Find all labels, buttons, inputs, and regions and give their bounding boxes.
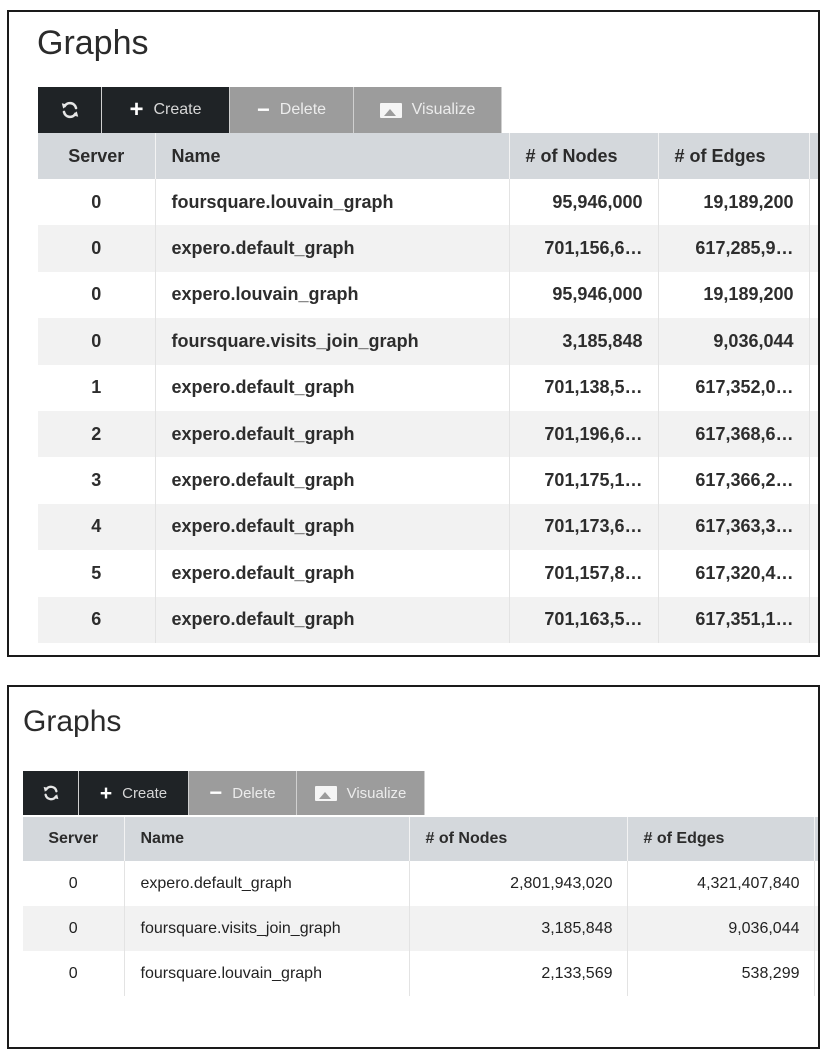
cell-edges: 9,036,044: [627, 906, 814, 951]
column-header-edges[interactable]: # of Edges: [627, 817, 814, 861]
column-header-extra: [814, 817, 820, 861]
cell-server: 6: [38, 597, 155, 643]
cell-edges: 617,368,6…: [658, 411, 809, 457]
cell-extra: [814, 861, 820, 906]
column-header-name[interactable]: Name: [124, 817, 409, 861]
cell-server: 0: [38, 272, 155, 318]
column-header-server[interactable]: Server: [38, 133, 155, 179]
graph-toolbar: [38, 87, 502, 133]
column-header-nodes[interactable]: # of Nodes: [509, 133, 658, 179]
graph-toolbar: [23, 771, 425, 815]
cell-server: 0: [38, 318, 155, 364]
table-row[interactable]: [38, 411, 820, 457]
visualize-label: Visualize: [411, 101, 476, 118]
cell-nodes: 701,173,6…: [509, 504, 658, 550]
cell-nodes: 701,163,5…: [509, 597, 658, 643]
cell-name: expero.default_graph: [155, 504, 509, 550]
cell-nodes: 95,946,000: [509, 272, 658, 318]
cell-edges: 538,299: [627, 951, 814, 996]
cell-name: expero.default_graph: [155, 597, 509, 643]
cell-name: expero.default_graph: [155, 365, 509, 411]
delete-button[interactable]: [230, 87, 354, 133]
cell-edges: 19,189,200: [658, 179, 809, 225]
cell-extra: [809, 411, 820, 457]
visualize-button[interactable]: [354, 87, 502, 133]
graphs-table: [23, 817, 820, 996]
cell-extra: [809, 318, 820, 364]
cell-edges: 617,285,9…: [658, 225, 809, 271]
delete-button[interactable]: [189, 771, 297, 815]
table-row[interactable]: [38, 550, 820, 596]
cell-edges: 9,036,044: [658, 318, 809, 364]
cell-edges: 19,189,200: [658, 272, 809, 318]
cell-nodes: 2,801,943,020: [409, 861, 627, 906]
visualize-button[interactable]: [297, 771, 425, 815]
cell-name: expero.louvain_graph: [155, 272, 509, 318]
cell-server: 1: [38, 365, 155, 411]
table-header-row: [23, 817, 820, 861]
table-row[interactable]: [38, 504, 820, 550]
cell-extra: [809, 365, 820, 411]
table-row[interactable]: [23, 906, 820, 951]
image-icon: [380, 103, 402, 118]
cell-extra: [809, 550, 820, 596]
refresh-button[interactable]: [23, 771, 79, 815]
cell-edges: 617,351,1…: [658, 597, 809, 643]
cell-extra: [814, 906, 820, 951]
cell-nodes: 701,196,6…: [509, 411, 658, 457]
minus-icon: −: [209, 780, 223, 805]
table-row[interactable]: [38, 597, 820, 643]
plus-icon: +: [129, 96, 144, 123]
table-row[interactable]: [38, 272, 820, 318]
page-title: Graphs: [37, 24, 149, 62]
create-label: Create: [153, 101, 202, 118]
cell-nodes: 701,175,1…: [509, 457, 658, 503]
table-row[interactable]: [38, 179, 820, 225]
cell-extra: [809, 179, 820, 225]
cell-nodes: 701,156,6…: [509, 225, 658, 271]
table-row[interactable]: [23, 861, 820, 906]
cell-edges: 617,352,0…: [658, 365, 809, 411]
column-header-nodes[interactable]: # of Nodes: [409, 817, 627, 861]
column-header-edges[interactable]: # of Edges: [658, 133, 809, 179]
refresh-button[interactable]: [38, 87, 102, 133]
cell-nodes: 701,138,5…: [509, 365, 658, 411]
cell-server: 0: [23, 906, 124, 951]
image-icon: [315, 786, 337, 801]
cell-name: foursquare.louvain_graph: [124, 951, 409, 996]
cell-edges: 617,363,3…: [658, 504, 809, 550]
refresh-icon: [60, 100, 80, 120]
column-header-extra: [809, 133, 820, 179]
cell-name: expero.default_graph: [155, 225, 509, 271]
cell-nodes: 2,133,569: [409, 951, 627, 996]
cell-server: 0: [38, 225, 155, 271]
cell-name: expero.default_graph: [155, 457, 509, 503]
cell-edges: 617,366,2…: [658, 457, 809, 503]
cell-extra: [809, 504, 820, 550]
cell-extra: [809, 457, 820, 503]
plus-icon: +: [99, 781, 113, 805]
table-row[interactable]: [23, 951, 820, 996]
column-header-server[interactable]: Server: [23, 817, 124, 861]
minus-icon: −: [256, 97, 270, 122]
delete-label: Delete: [232, 784, 276, 802]
cell-name: foursquare.visits_join_graph: [124, 906, 409, 951]
cell-extra: [809, 272, 820, 318]
cell-nodes: 701,157,8…: [509, 550, 658, 596]
visualize-label: Visualize: [346, 784, 407, 802]
delete-label: Delete: [279, 101, 327, 118]
table-header-row: [38, 133, 820, 179]
cell-server: 0: [23, 861, 124, 906]
graphs-table: [38, 133, 820, 643]
cell-name: expero.default_graph: [155, 550, 509, 596]
table-row[interactable]: [38, 225, 820, 271]
graphs-panel-top: [7, 10, 820, 657]
graphs-panel-bottom: [7, 685, 820, 1049]
table-row[interactable]: [38, 318, 820, 364]
cell-server: 2: [38, 411, 155, 457]
cell-server: 0: [38, 179, 155, 225]
cell-server: 3: [38, 457, 155, 503]
cell-nodes: 95,946,000: [509, 179, 658, 225]
table-row[interactable]: [38, 365, 820, 411]
cell-name: foursquare.visits_join_graph: [155, 318, 509, 364]
cell-nodes: 3,185,848: [509, 318, 658, 364]
cell-server: 5: [38, 550, 155, 596]
refresh-icon: [42, 784, 60, 802]
cell-server: 0: [23, 951, 124, 996]
table-row[interactable]: [38, 457, 820, 503]
cell-extra: [809, 597, 820, 643]
cell-extra: [814, 951, 820, 996]
cell-nodes: 3,185,848: [409, 906, 627, 951]
create-label: Create: [122, 784, 168, 802]
create-button[interactable]: [102, 87, 230, 133]
column-header-name[interactable]: Name: [155, 133, 509, 179]
create-button[interactable]: [79, 771, 189, 815]
cell-edges: 617,320,4…: [658, 550, 809, 596]
cell-edges: 4,321,407,840: [627, 861, 814, 906]
page-title: Graphs: [23, 705, 122, 738]
cell-server: 4: [38, 504, 155, 550]
cell-name: expero.default_graph: [124, 861, 409, 906]
cell-extra: [809, 225, 820, 271]
cell-name: expero.default_graph: [155, 411, 509, 457]
cell-name: foursquare.louvain_graph: [155, 179, 509, 225]
